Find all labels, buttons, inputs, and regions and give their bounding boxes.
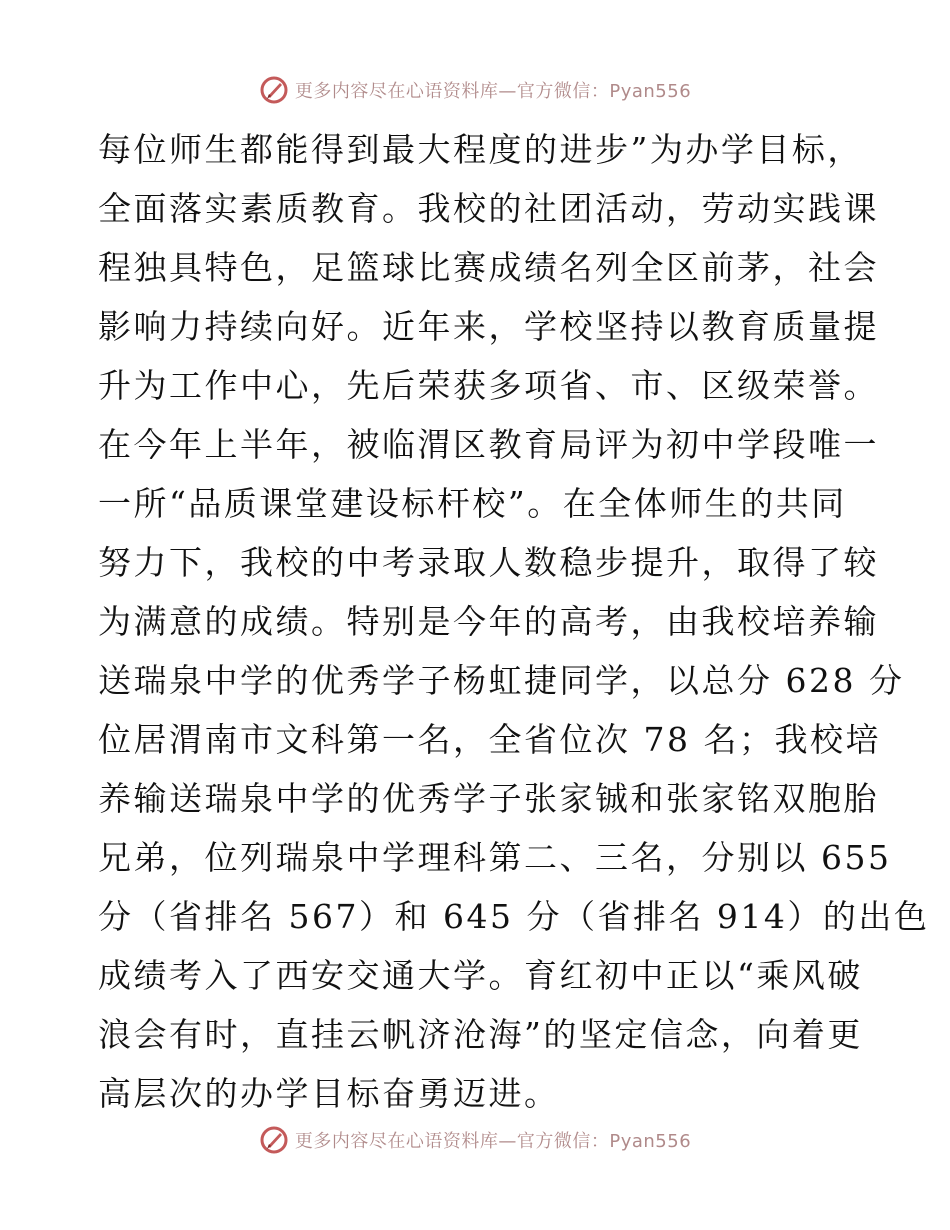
text-line: 程独具特色，足篮球比赛成绩名列全区前茅，社会 (98, 248, 879, 287)
text-line: 位居渭南市文科第一名，全省位次 78 名；我校培 (98, 720, 881, 759)
watermark-text: 更多内容尽在心语资料库—官方微信：Pyan556 (294, 81, 692, 102)
text-line: 分（省排名 567）和 645 分（省排名 914）的出色 (98, 897, 930, 936)
text-line: 全面落实素质教育。我校的社团活动，劳动实践课 (98, 189, 879, 228)
text-line: 为满意的成绩。特别是今年的高考，由我校培养输 (98, 602, 879, 641)
text-line: 努力下，我校的中考录取人数稳步提升，取得了较 (98, 543, 879, 582)
feather-pen-logo-icon (259, 1125, 289, 1155)
text-line: 升为工作中心，先后荣获多项省、市、区级荣誉。 (98, 366, 879, 405)
text-line: 兄弟，位列瑞泉中学理科第二、三名，分别以 655 (98, 838, 892, 877)
watermark-footer (0, 1122, 950, 1158)
text-line: 高层次的办学目标奋勇迈进。 (98, 1074, 560, 1113)
text-line: 浪会有时，直挂云帆济沧海”的坚定信念，向着更 (98, 1015, 863, 1054)
feather-pen-logo-icon (259, 75, 289, 105)
text-line: 在今年上半年，被临渭区教育局评为初中学段唯一 (98, 425, 879, 464)
text-line: 送瑞泉中学的优秀学子杨虹捷同学，以总分 628 分 (98, 661, 905, 700)
watermark-text: 更多内容尽在心语资料库—官方微信：Pyan556 (294, 1131, 692, 1152)
text-line: 养输送瑞泉中学的优秀学子张家铖和张家铭双胞胎 (98, 779, 879, 818)
text-line: 影响力持续向好。近年来，学校坚持以教育质量提 (98, 307, 879, 346)
text-line: 一所“品质课堂建设标杆校”。在全体师生的共同 (98, 484, 847, 523)
text-line: 每位师生都能得到最大程度的进步”为办学目标， (98, 130, 863, 169)
text-line: 成绩考入了西安交通大学。育红初中正以“乘风破 (98, 956, 863, 995)
document-body (98, 120, 930, 1123)
watermark-header (0, 72, 950, 108)
